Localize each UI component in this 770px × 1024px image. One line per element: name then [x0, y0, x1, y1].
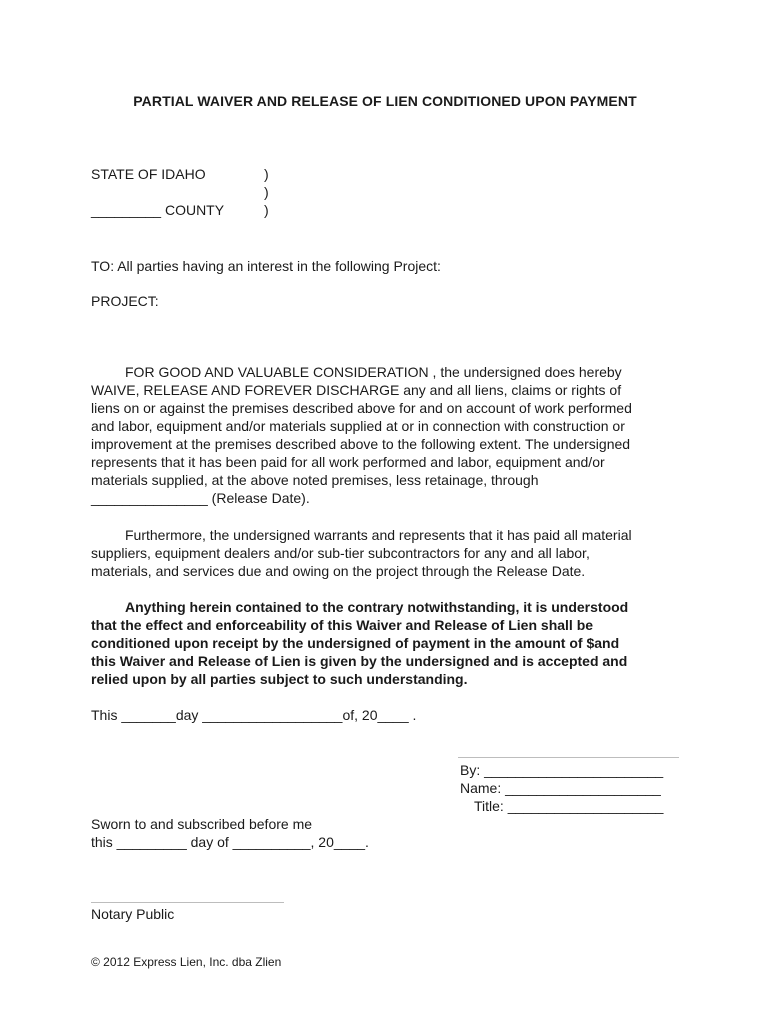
document-title: PARTIAL WAIVER AND RELEASE OF LIEN CONDITIONED UPON PAYMENT: [133, 93, 637, 109]
paragraph-line: liens on or against the premises described above for and on account of work performed: [91, 400, 632, 416]
paragraph-line: Anything herein contained to the contrary notwithstanding, it is understood: [125, 599, 629, 615]
paragraph-line: suppliers, equipment dealers and/or sub-tier subcontractors for any and all labor,: [91, 545, 590, 561]
sworn-line-1: Sworn to and subscribed before me: [91, 816, 313, 832]
notary-signature-line: [91, 902, 284, 903]
venue-county: _________ COUNTY: [91, 202, 225, 218]
paragraph-line: _______________ (Release Date).: [91, 490, 310, 506]
notary-label: Notary Public: [91, 906, 175, 922]
paragraph-line: this Waiver and Release of Lien is given by the undersigned and is accepted and: [91, 653, 628, 669]
venue-paren-2: ): [264, 184, 269, 200]
paragraph-line: that the effect and enforceability of this Waiver and Release of Lien shall be: [91, 617, 594, 633]
consideration-paragraph: [91, 363, 691, 507]
paragraph-line: materials, and services due and owing on the project through the Release Date.: [91, 563, 586, 579]
paragraph-line: relied upon by all parties subject to such understanding.: [91, 671, 468, 687]
paragraph-line: conditioned upon receipt by the undersigned of payment in the amount of $and: [91, 635, 620, 651]
signature-line: [458, 757, 679, 758]
paragraph-line: materials supplied, at the above noted premises, less retainage, through: [91, 472, 539, 488]
sworn-line-2: this _________ day of __________, 20____.: [91, 834, 369, 850]
paragraph-line: Furthermore, the undersigned warrants and represents that it has paid all material: [125, 527, 632, 543]
paragraph-line: and labor, equipment and/or materials supplied at or in connection with construction or: [91, 418, 625, 434]
paragraph-line: represents that it has been paid for all work performed and labor, equipment and/or: [91, 454, 605, 470]
furthermore-paragraph: [91, 526, 691, 580]
signature-title: Title: ____________________: [474, 798, 664, 814]
conditional-paragraph: [91, 598, 691, 688]
signature-by: By: _______________________: [460, 762, 664, 778]
paragraph-line: FOR GOOD AND VALUABLE CONSIDERATION , the undersigned does hereby: [125, 364, 622, 380]
date-line: This _______day __________________of, 20____ .: [91, 707, 417, 723]
signature-name: Name: ____________________: [460, 780, 661, 796]
venue-state: STATE OF IDAHO: [91, 166, 206, 182]
venue-paren-3: ): [264, 202, 269, 218]
project-label: PROJECT:: [91, 293, 159, 309]
paragraph-line: WAIVE, RELEASE AND FOREVER DISCHARGE any and all liens, claims or rights of: [91, 382, 622, 398]
to-line: TO: All parties having an interest in the following Project:: [91, 258, 441, 274]
venue-paren-1: ): [264, 166, 269, 182]
copyright-footer: © 2012 Express Lien, Inc. dba Zlien: [91, 955, 282, 969]
paragraph-line: improvement at the premises described above to the following extent. The undersigned: [91, 436, 631, 452]
